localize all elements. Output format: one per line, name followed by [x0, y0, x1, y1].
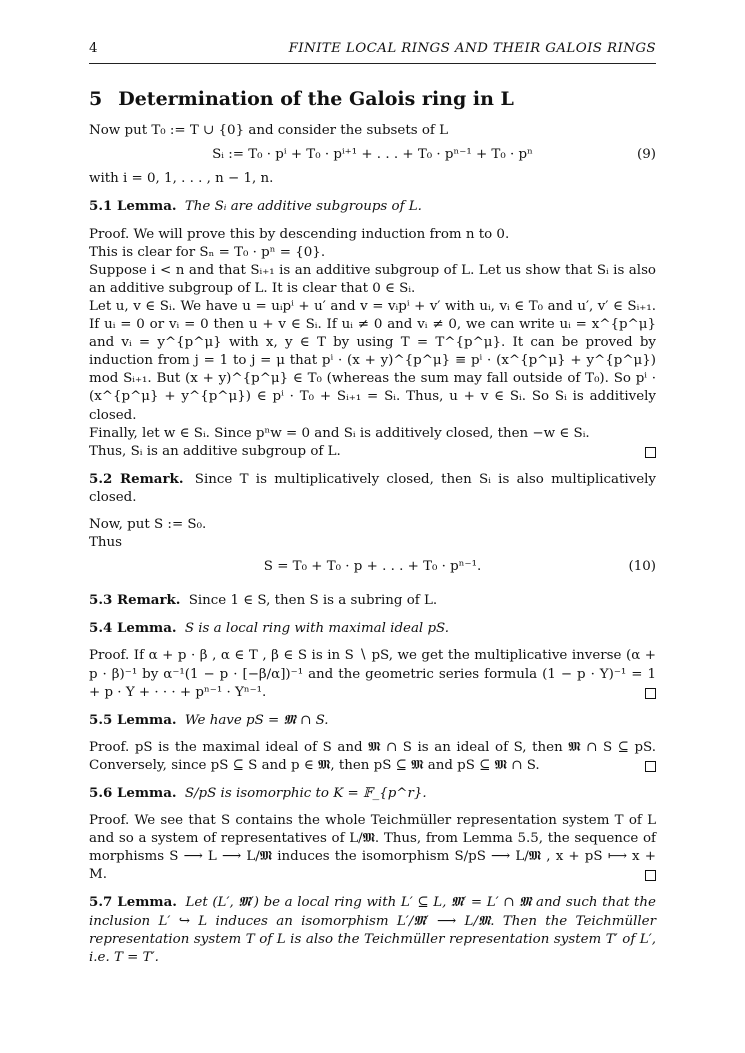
intro-text: Now put T₀ := T ∪ {0} and consider the subsets of L [89, 123, 449, 139]
qed-box-icon [645, 447, 656, 458]
proof-5-1-line: Thus, Sᵢ is an additive subgroup of L. [89, 443, 341, 459]
proof-5-1-line: Proof. We will prove this by descending induction from n to 0. [89, 226, 510, 242]
page [89, 40, 656, 967]
lemma-5-5 [89, 711, 656, 730]
qed-box-icon [645, 688, 656, 699]
equation-9-after: with i = 0, 1, . . . , n − 1, n. [89, 171, 274, 187]
section-title: Determination of the Galois ring in L [118, 88, 514, 111]
lemma-5-6-head: 5.6 Lemma. [89, 785, 177, 801]
equation-9-tag: (9) [637, 147, 656, 163]
lemma-5-7-body: Let (L′, 𝕸′) be a local ring with L′ ⊆ L, 𝕸′ = L′ ∩ 𝕸 and such that the inclusion L′ ↪ L induces an isomorphism L′/𝕸′ ⟶ L/𝕸. Then the Teichmüller representation system T of L is also the Teichmüller representation system T′ of L′, i.e. T = T′. [89, 895, 656, 965]
equation-10-tag: (10) [628, 559, 656, 575]
proof-5-1-line: Suppose i < n and that Sᵢ₊₁ is an additive subgroup of L. Let us show that Sᵢ is also an additive subgroup of L. It is clear that 0 ∈ Sᵢ. [89, 262, 656, 296]
equation-9-body: Sᵢ := T₀ · pⁱ + T₀ · pⁱ⁺¹ + . . . + T₀ · pⁿ⁻¹ + T₀ · pⁿ [212, 147, 533, 163]
remark-5-3-head: 5.3 Remark. [89, 592, 181, 609]
lemma-5-1-body: The Sᵢ are additive subgroups of L. [184, 199, 422, 215]
proof-5-1-line: Let u, v ∈ Sᵢ. We have u = uᵢpⁱ + u′ and v = vᵢpⁱ + v′ with uᵢ, vᵢ ∈ T₀ and u′, v′ ∈ Sᵢ₊₁. If uᵢ = 0 or vᵢ = 0 then u + v ∈ Sᵢ. If uᵢ ≠ 0 and vᵢ ≠ 0, we can write uᵢ = x^{p^μ} and vᵢ = y^{p^μ} with x, y ∈ T by using T = T^{p^μ}. It can be proved by induction from j = 1 to j = μ that pⁱ · (x + y)^{p^μ} ≡ pⁱ · (x^{p^μ} + y^{p^μ}) mod Sᵢ₊₁. But (x + y)^{p^μ} ∈ T₀ (whereas the sum may fall outside of T₀). So pⁱ · (x^{p^μ} + y^{p^μ}) ∈ pⁱ · T₀ + Sᵢ₊₁ = Sᵢ. Thus, u + v ∈ Sᵢ. So Sᵢ is additively closed. [89, 298, 656, 423]
proof-5-6-text: Proof. We see that S contains the whole Teichmüller representation system T of L and so a system of representatives of L/𝕸. Thus, from Lemma 5.5, the sequence of morphisms S ⟶ L ⟶ L/𝕸 induces the isomorphism S/pS ⟶ L/𝕸 , x + pS ⟼ x + M. [89, 813, 656, 883]
remark-5-2-head: 5.2 Remark. [89, 470, 184, 487]
put-s-text: Now, put S := S₀. [89, 516, 207, 532]
lemma-5-5-head: 5.5 Lemma. [89, 711, 177, 728]
lemma-5-1-head: 5.1 Lemma. [89, 198, 177, 215]
lemma-5-4 [89, 619, 656, 638]
lemma-5-5-body: We have pS = 𝕸 ∩ S. [184, 712, 329, 728]
proof-5-6 [89, 812, 656, 884]
lemma-5-6 [89, 784, 656, 803]
lemma-5-4-head: 5.4 Lemma. [89, 620, 177, 637]
equation-10-body: S = T₀ + T₀ · p + . . . + T₀ · pⁿ⁻¹. [263, 559, 482, 575]
remark-5-3-body: Since 1 ∈ S, then S is a subring of L. [188, 593, 438, 609]
lemma-5-6-body: S/pS is isomorphic to K = 𝔽_{p^r}. [184, 786, 427, 801]
proof-5-4-text: Proof. If α + p · β , α ∈ T , β ∈ S is in S ∖ pS, we get the multiplicative inverse (α + p · β)⁻¹ by α⁻¹(1 − p · [−β/α])⁻¹ and the geometric series formula (1 − p · Y)⁻¹ = 1 + p · Y + · · · + pⁿ⁻¹ · Yⁿ⁻¹. [89, 648, 656, 700]
proof-5-1-line: Finally, let w ∈ Sᵢ. Since pⁿw = 0 and Sᵢ is additively closed, then −w ∈ Sᵢ. [89, 425, 590, 441]
lemma-5-7 [89, 893, 656, 966]
qed-box-icon [645, 761, 656, 772]
qed-box-icon [645, 870, 656, 881]
lemma-5-1 [89, 197, 656, 216]
lemma-5-4-body: S is a local ring with maximal ideal pS. [184, 621, 449, 637]
proof-5-1-line: This is clear for Sₙ = T₀ · pⁿ = {0}. [89, 244, 326, 260]
proof-5-5-text: Proof. pS is the maximal ideal of S and 𝕸 ∩ S is an ideal of S, then 𝕸 ∩ S ⊆ pS. Conversely, since pS ⊆ S and p ∈ 𝕸, then pS ⊆ 𝕸 and pS ⊆ 𝕸 ∩ S. [89, 739, 656, 773]
running-header [89, 40, 656, 64]
running-title: FINITE LOCAL RINGS AND THEIR GALOIS RINGS [288, 41, 656, 56]
lemma-5-7-head: 5.7 Lemma. [89, 894, 177, 911]
remark-5-2-body: Since T is multiplicatively closed, then Sᵢ is also multiplicatively closed. [89, 471, 656, 505]
proof-5-4 [89, 647, 656, 701]
page-number: 4 [89, 41, 98, 56]
remark-5-3 [89, 591, 656, 610]
section-number: 5 [89, 88, 103, 111]
equation-9 [89, 146, 656, 164]
proof-5-1-end [89, 443, 656, 461]
remark-5-2 [89, 470, 656, 507]
equation-10 [89, 558, 656, 576]
proof-5-5 [89, 739, 656, 775]
thus-text: Thus [89, 535, 123, 551]
section-heading [89, 88, 656, 111]
proof-5-1 [89, 226, 656, 461]
